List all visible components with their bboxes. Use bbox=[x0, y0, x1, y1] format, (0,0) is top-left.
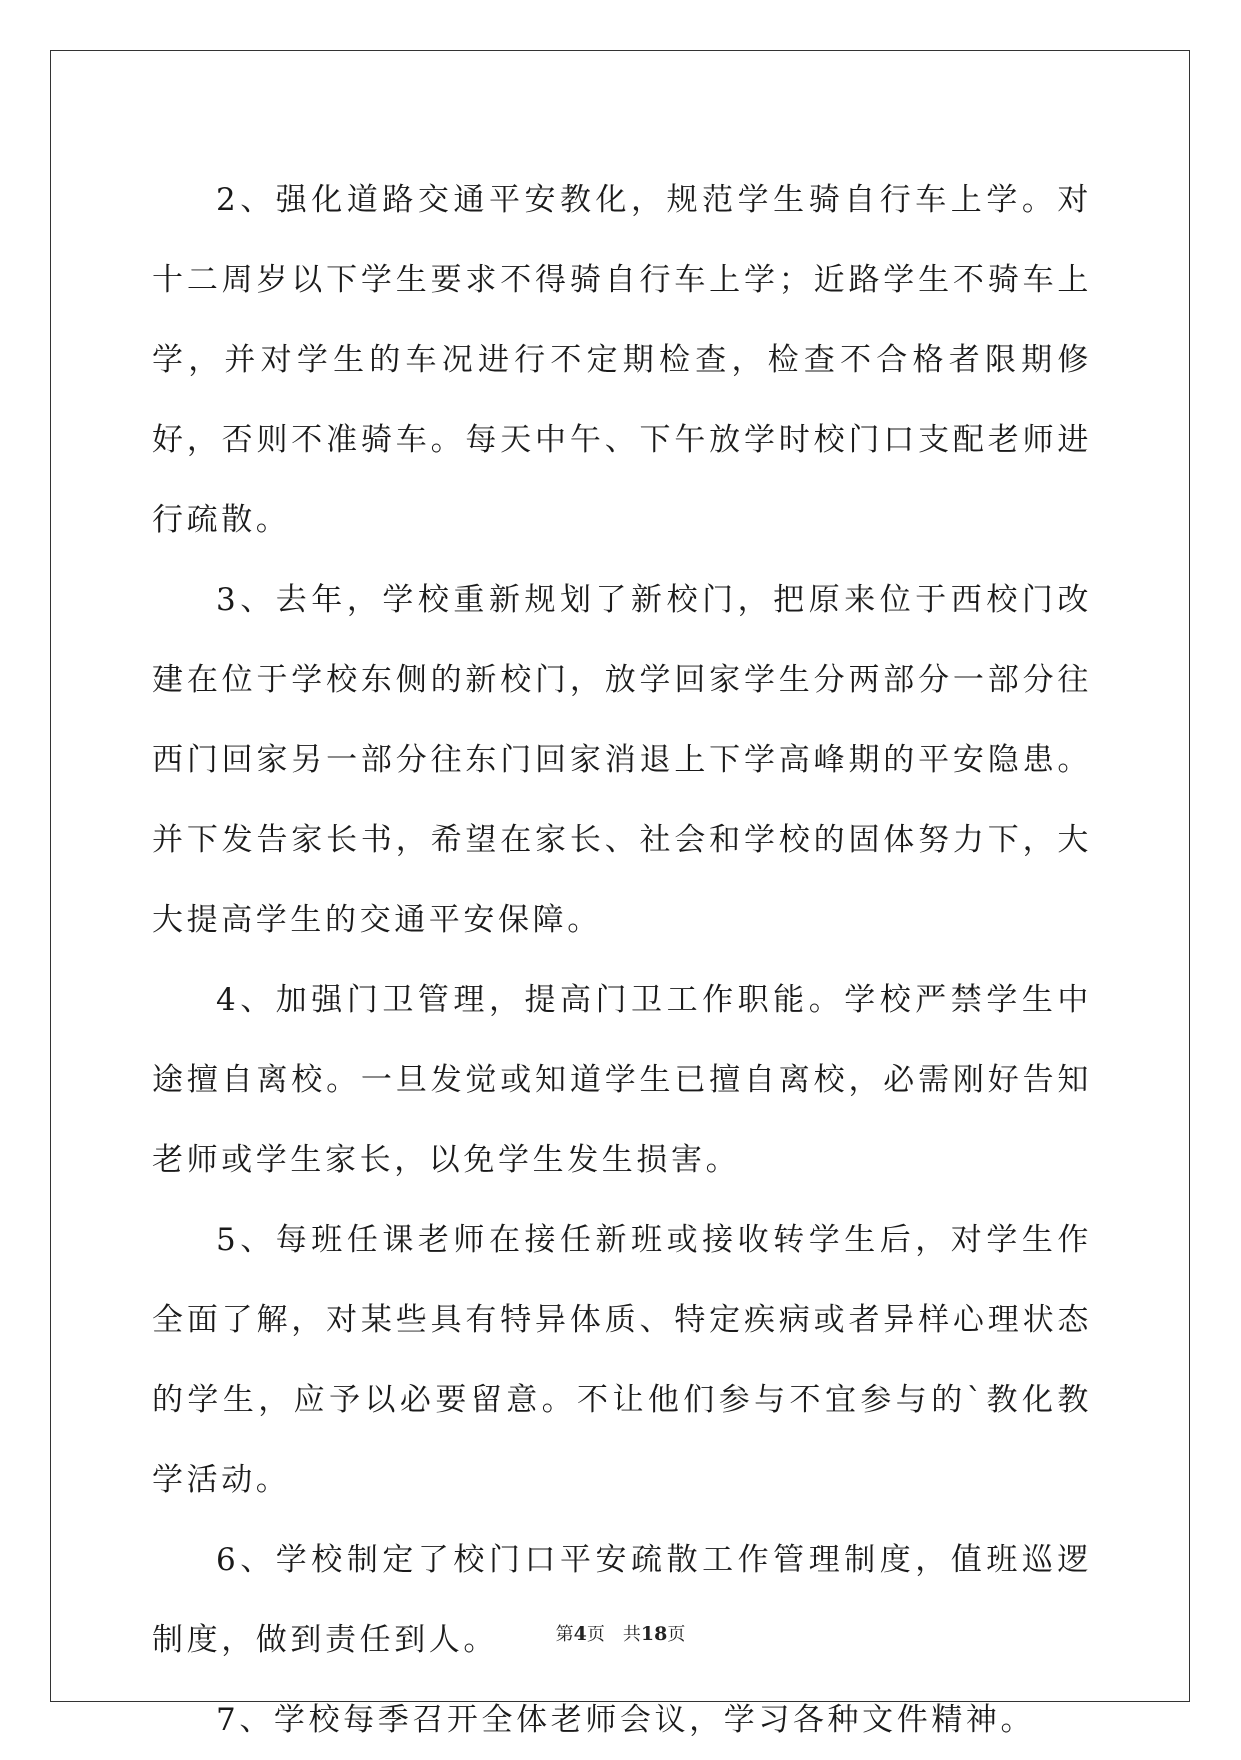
paragraph-item-4: 4、加强门卫管理，提高门卫工作职能。学校严禁学生中途擅自离校。一旦发觉或知道学生已擅自离校，必需刚好告知老师或学生家长，以免学生发生损害。 bbox=[152, 982, 1092, 1178]
total-pages: 18 bbox=[640, 1623, 668, 1645]
paragraph-item-6: 6、学校制定了校门口平安疏散工作管理制度，值班巡逻制度，做到责任到人。 bbox=[152, 1542, 1092, 1658]
page-number: 4 bbox=[573, 1623, 587, 1645]
total-suffix: 页 bbox=[667, 1624, 686, 1645]
paragraph-item-5: 5、每班任课老师在接任新班或接收转学生后，对学生作全面了解，对某些具有特异体质、特定疾病或者异样心理状态的学生，应予以必要留意。不让他们参与不宜参与的`教化教学活动。 bbox=[152, 1222, 1092, 1498]
page-footer bbox=[0, 1620, 1241, 1646]
paragraph-item-2: 2、强化道路交通平安教化，规范学生骑自行车上学。对十二周岁以下学生要求不得骑自行车上学；近路学生不骑车上学，并对学生的车况进行不定期检查，检查不合格者限期修好，否则不准骑车。每天中午、下午放学时校门口支配老师进行疏散。 bbox=[152, 182, 1092, 538]
page-suffix: 页 bbox=[586, 1624, 605, 1645]
total-prefix: 共 bbox=[622, 1624, 641, 1645]
paragraph-item-3: 3、去年，学校重新规划了新校门，把原来位于西校门改建在位于学校东侧的新校门，放学回家学生分两部分一部分往西门回家另一部分往东门回家消退上下学高峰期的平安隐患。并下发告家长书，希望在家长、社会和学校的固体努力下，大大提高学生的交通平安保障。 bbox=[152, 582, 1092, 938]
document-body bbox=[152, 160, 1092, 1760]
page-prefix: 第 bbox=[555, 1624, 574, 1645]
paragraph-item-7: 7、学校每季召开全体老师会议，学习各种文件精神。 bbox=[216, 1702, 1036, 1738]
